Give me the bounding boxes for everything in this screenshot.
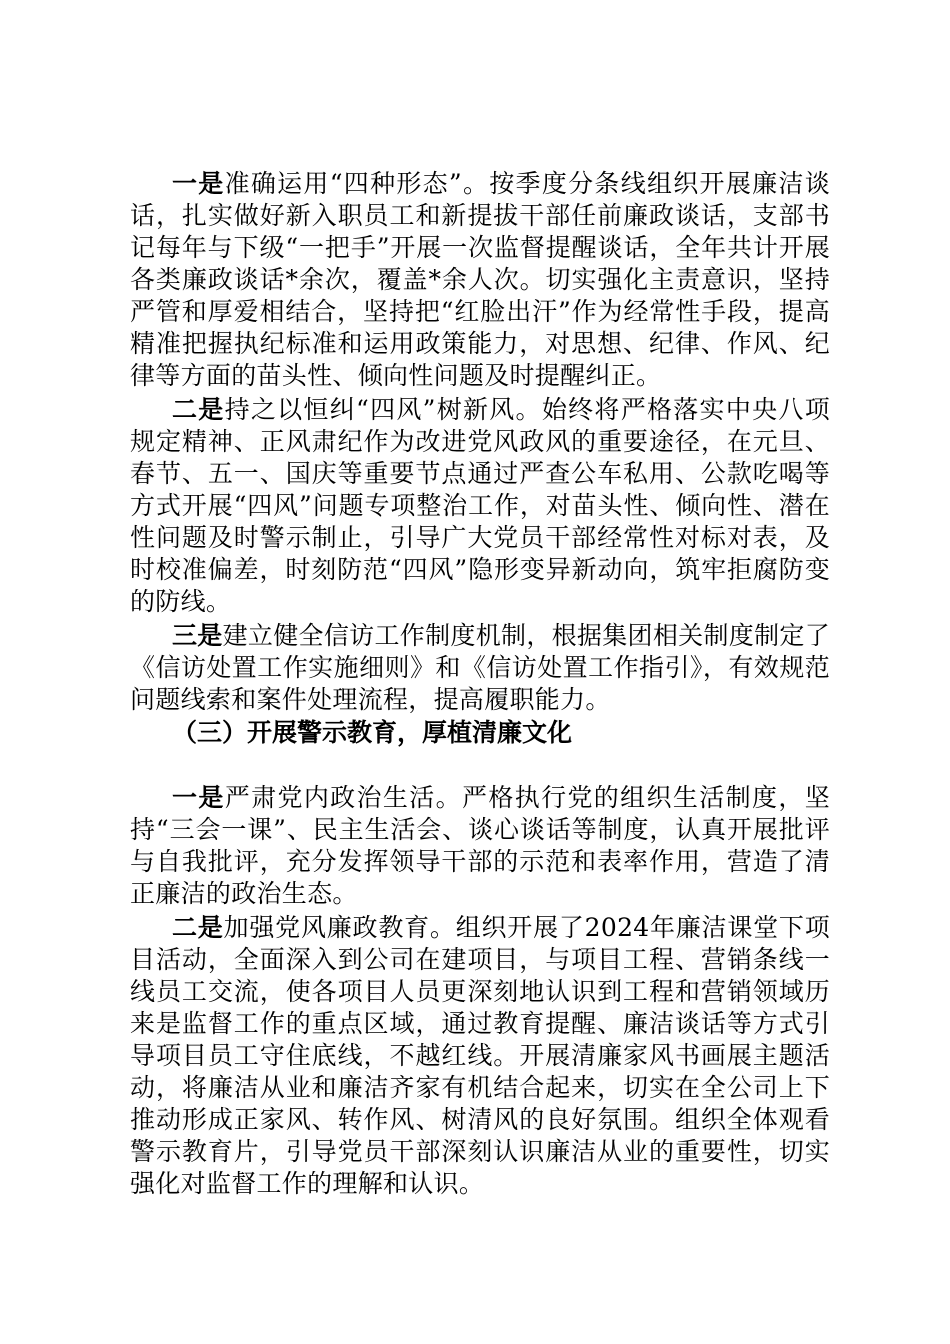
paragraph-lead: 一是: [172, 783, 225, 812]
paragraph-yishi-political-life: [130, 782, 830, 910]
paragraph-lead: 二是: [172, 395, 225, 424]
paragraph-lead: 二是: [172, 913, 224, 942]
paragraph-lead: 三是: [172, 621, 223, 650]
paragraph-ershi-four-winds: [130, 394, 830, 618]
paragraph-lead: 一是: [172, 169, 225, 198]
paragraph-yishi-four-forms: [130, 168, 830, 392]
paragraph-text: 准确运用“四种形态”。按季度分条线组织开展廉洁谈话，扎实做好新入职员工和新提拔干部任前廉政谈话，支部书记每年与下级“一把手”开展一次监督提醒谈话，全年共计开展各类廉政谈话*余次，覆盖*余人次。切实强化主责意识，坚持严管和厚爱相结合，坚持把“红脸出汗”作为经常性手段，提高精准把握执纪标准和运用政策能力，对思想、纪律、作风、纪律等方面的苗头性、倾向性问题及时提醒纠正。: [130, 169, 830, 390]
paragraph-text: 加强党风廉政教育。组织开展了2024年廉洁课堂下项目活动，全面深入到公司在建项目，与项目工程、营销条线一线员工交流，使各项目人员更深刻地认识到工程和营销领域历来是监督工作的重点区域，通过教育提醒、廉洁谈话等方式引导项目员工守住底线，不越红线。开展清廉家风书画展主题活动，将廉洁从业和廉洁齐家有机结合起来，切实在全公司上下推动形成正家风、转作风、树清风的良好氛围。组织全体观看警示教育片，引导党员干部深刻认识廉洁从业的重要性，切实强化对监督工作的理解和认识。: [130, 913, 831, 1198]
paragraph-ershi-education: [130, 912, 830, 1200]
section-heading: （三）开展警示教育，厚植清廉文化: [172, 718, 573, 747]
paragraph-sanshi-petition: [130, 620, 830, 716]
paragraph-text: 持之以恒纠“四风”树新风。始终将严格落实中央八项规定精神、正风肃纪作为改进党风政风的重要途径，在元旦、春节、五一、国庆等重要节点通过严查公车私用、公款吃喝等方式开展“四风”问题专项整治工作，对苗头性、倾向性、潜在性问题及时警示制止，引导广大党员干部经常性对标对表，及时校准偏差，时刻防范“四风”隐形变异新动向，筑牢拒腐防变的防线。: [130, 395, 830, 616]
paragraph-text: 建立健全信访工作制度机制，根据集团相关制度制定了《信访处置工作实施细则》和《信访处置工作指引》，有效规范问题线索和案件处理流程，提高履职能力。: [130, 621, 830, 714]
paragraph-text: 严肃党内政治生活。严格执行党的组织生活制度，坚持“三会一课”、民主生活会、谈心谈话等制度，认真开展批评与自我批评，充分发挥领导干部的示范和表率作用，营造了清正廉洁的政治生态。: [130, 783, 830, 908]
